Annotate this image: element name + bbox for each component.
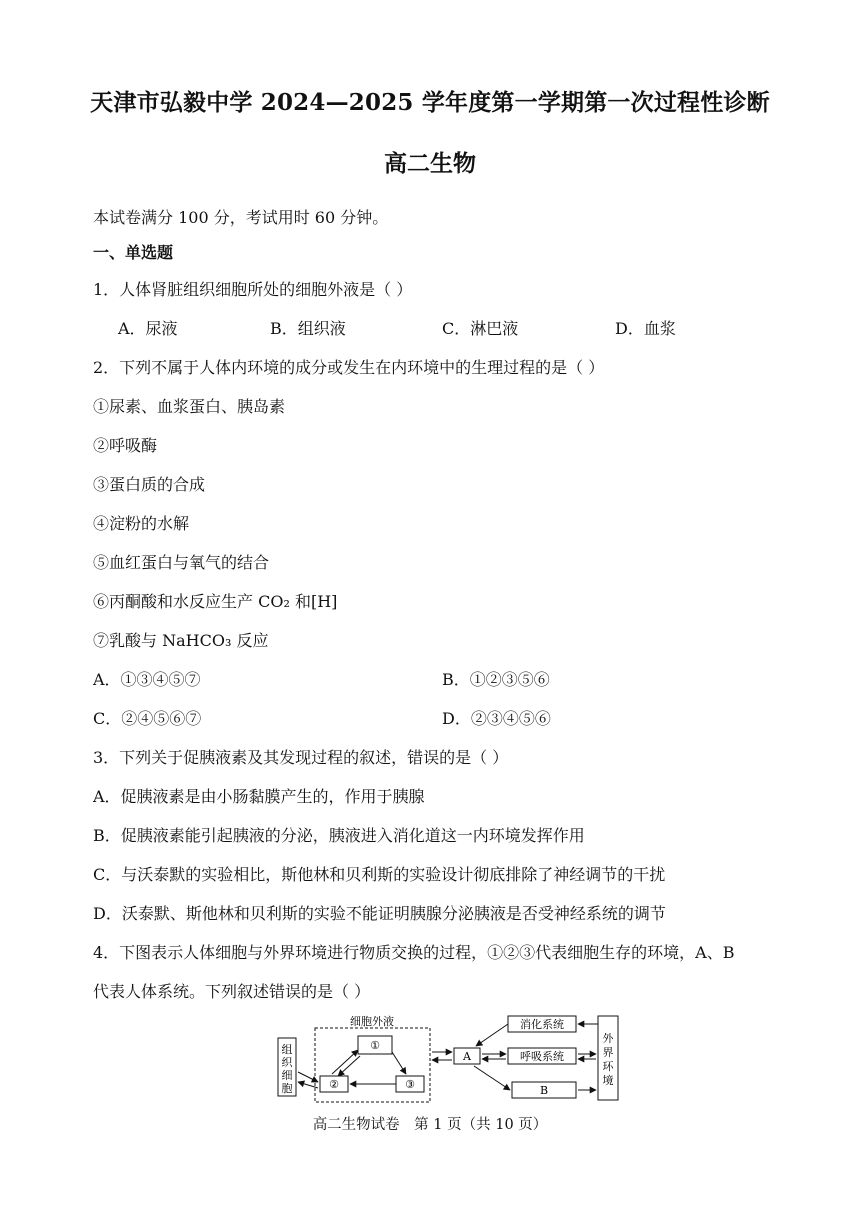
q2-option-b: B．①②③⑤⑥ bbox=[442, 670, 550, 689]
tissue-cell-label-1: 组 bbox=[281, 1043, 293, 1056]
node-2-label: ② bbox=[329, 1078, 339, 1091]
q3-option-d: D．沃泰默、斯他林和贝利斯的实验不能证明胰腺分泌胰液是否受神经系统的调节 bbox=[93, 904, 666, 923]
q2-option-d: D．②③④⑤⑥ bbox=[442, 709, 551, 728]
subject-title: 高二生物 bbox=[384, 150, 476, 177]
tissue-cell-label-4: 胞 bbox=[281, 1082, 293, 1095]
question-3-stem: 3．下列关于促胰液素及其发现过程的叙述，错误的是（ ） bbox=[93, 748, 509, 767]
respiratory-system-label: 呼吸系统 bbox=[520, 1050, 564, 1063]
question-2-stem: 2．下列不属于人体内环境的成分或发生在内环境中的生理过程的是（ ） bbox=[93, 358, 605, 377]
q2-item-6: ⑥丙酮酸和水反应生产 CO₂ 和[H] bbox=[93, 592, 338, 611]
tissue-cell-label-3: 细 bbox=[281, 1069, 293, 1082]
node-b-label: B bbox=[539, 1084, 549, 1097]
page-title: 天津市弘毅中学 2024—2025 学年度第一学期第一次过程性诊断 bbox=[90, 89, 770, 116]
exchange-diagram bbox=[270, 1012, 630, 1112]
external-env-label-1: 外 bbox=[602, 1032, 614, 1045]
q3-option-a: A．促胰液素是由小肠黏膜产生的，作用于胰腺 bbox=[93, 787, 425, 806]
q1-option-d: D．血浆 bbox=[615, 319, 676, 338]
q3-option-c: C．与沃泰默的实验相比，斯他林和贝利斯的实验设计彻底排除了神经调节的干扰 bbox=[93, 865, 666, 884]
external-env-label-4: 境 bbox=[602, 1074, 614, 1087]
q1-option-b: B．组织液 bbox=[270, 319, 346, 338]
tissue-cell-label-2: 织 bbox=[281, 1056, 293, 1069]
q2-item-1: ①尿素、血浆蛋白、胰岛素 bbox=[93, 397, 286, 416]
question-1-stem: 1．人体肾脏组织细胞所处的细胞外液是（ ） bbox=[93, 280, 413, 299]
digestive-system-label: 消化系统 bbox=[520, 1018, 564, 1031]
q2-item-5: ⑤血红蛋白与氧气的结合 bbox=[93, 553, 270, 572]
question-4-stem-line1: 4．下图表示人体细胞与外界环境进行物质交换的过程，①②③代表细胞生存的环境，A、B bbox=[93, 943, 735, 962]
node-a-label: A bbox=[463, 1050, 471, 1063]
section-heading: 一、单选题 bbox=[93, 243, 174, 262]
question-4-stem-line2: 代表人体系统。下列叙述错误的是（ ） bbox=[93, 982, 371, 1001]
q2-option-a: A．①③④⑤⑦ bbox=[93, 670, 201, 689]
node-3-label: ③ bbox=[405, 1078, 415, 1091]
q2-item-4: ④淀粉的水解 bbox=[93, 514, 190, 533]
q2-option-c: C．②④⑤⑥⑦ bbox=[93, 709, 202, 728]
q2-item-2: ②呼吸酶 bbox=[93, 436, 158, 455]
node-1-label: ① bbox=[370, 1039, 380, 1052]
exam-intro: 本试卷满分 100 分，考试用时 60 分钟。 bbox=[93, 208, 389, 227]
q3-option-b: B．促胰液素能引起胰液的分泌，胰液进入消化道这一内环境发挥作用 bbox=[93, 826, 585, 845]
external-env-label-2: 界 bbox=[602, 1046, 614, 1059]
q1-option-c: C．淋巴液 bbox=[442, 319, 519, 338]
q1-option-a: A．尿液 bbox=[118, 319, 178, 338]
extracellular-fluid-label: 细胞外液 bbox=[350, 1015, 394, 1028]
q2-item-3: ③蛋白质的合成 bbox=[93, 475, 206, 494]
q2-item-7: ⑦乳酸与 NaHCO₃ 反应 bbox=[93, 631, 269, 650]
external-env-label-3: 环 bbox=[602, 1060, 614, 1073]
page-footer: 高二生物试卷 第 1 页（共 10 页） bbox=[312, 1117, 548, 1133]
